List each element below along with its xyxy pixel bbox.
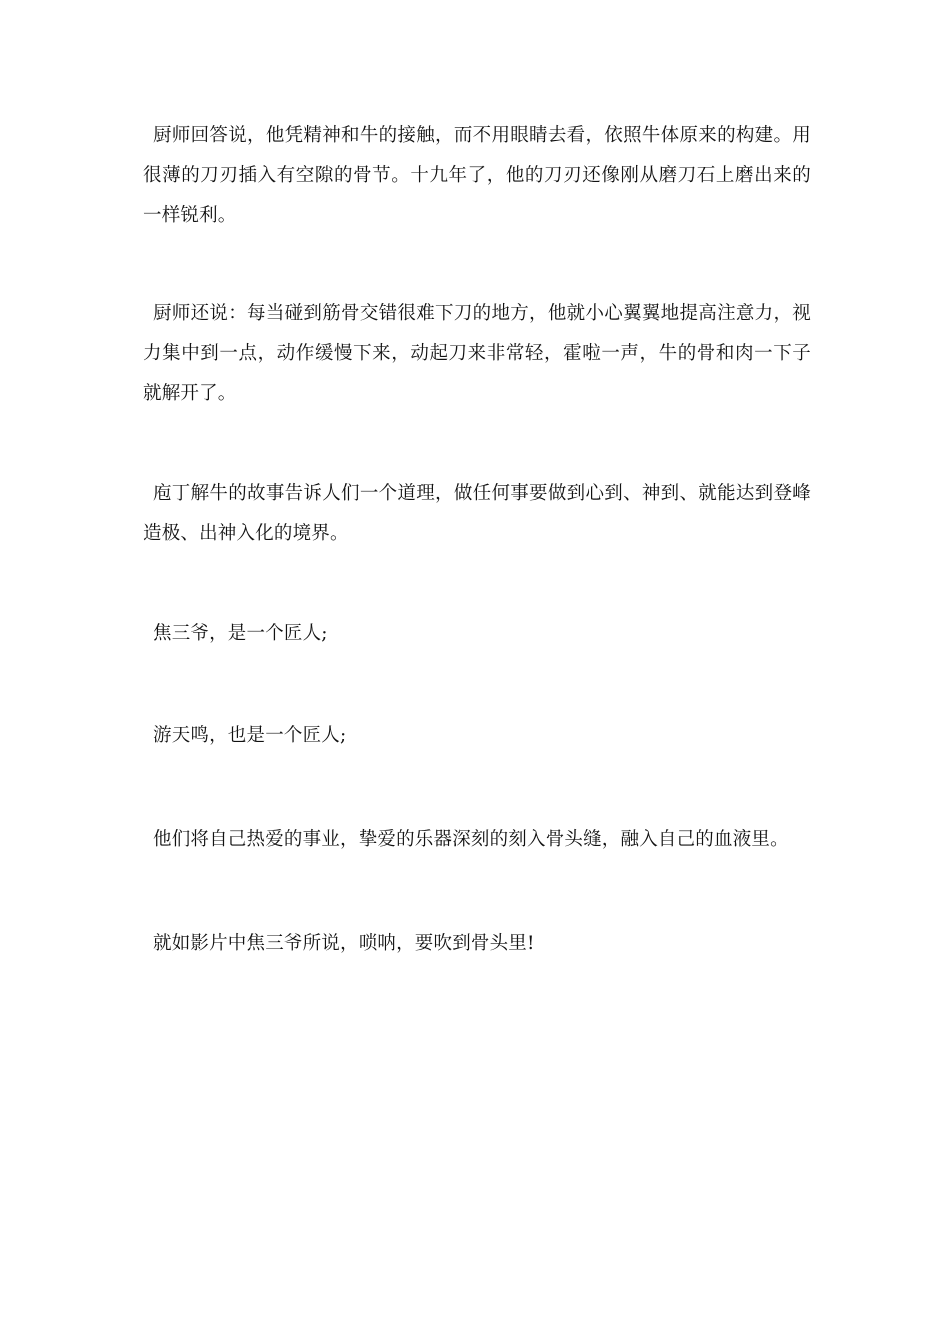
- paragraph-jiao-sanye: 焦三爷，是一个匠人;: [153, 623, 328, 644]
- paragraph-chef-answer: 厨师回答说，他凭精神和牛的接触，而不用眼睛去看，依照牛体原来的构建。用很薄的刀刃插入有空隙的骨节。十九年了，他的刀刃还像刚从磨刀石上磨出来的一样锐利。: [143, 125, 811, 226]
- paragraph-you-tianming: 游天鸣，也是一个匠人;: [153, 725, 347, 746]
- paragraph-quote: 就如影片中焦三爷所说，唢呐，要吹到骨头里!: [153, 933, 535, 954]
- paragraph-chef-technique: 厨师还说：每当碰到筋骨交错很难下刀的地方，他就小心翼翼地提高注意力，视力集中到一点，动作缓慢下来，动起刀来非常轻，霍啦一声，牛的骨和肉一下子就解开了。: [143, 303, 811, 404]
- paragraph-moral: 庖丁解牛的故事告诉人们一个道理，做任何事要做到心到、神到、就能达到登峰造极、出神入化的境界。: [143, 483, 811, 544]
- paragraph-craftsmen: 他们将自己热爱的事业，挚爱的乐器深刻的刻入骨头缝，融入自己的血液里。: [153, 829, 789, 850]
